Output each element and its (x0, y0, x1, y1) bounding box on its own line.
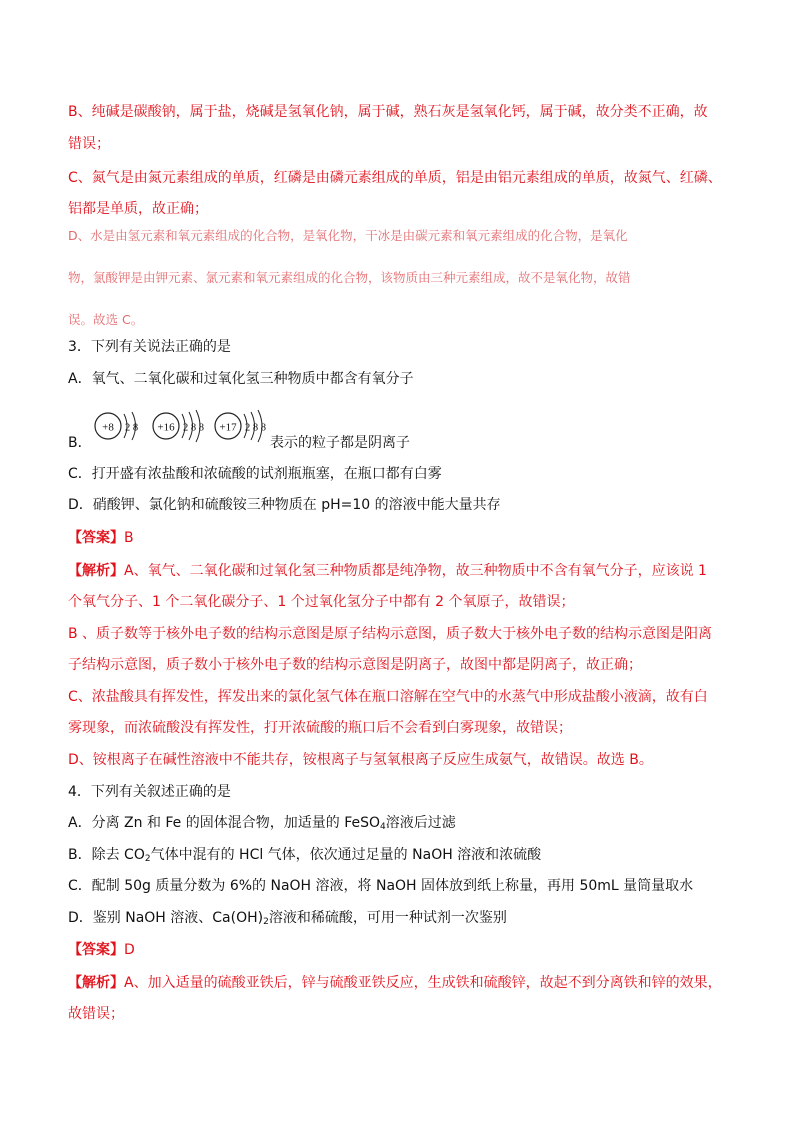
q4-option-a (68, 813, 738, 833)
atom-diagram-chlorine (215, 410, 266, 442)
q4-analysis-text-1: A、加入适量的硫酸亚铁后，锌与硫酸亚铁反应，生成铁和硫酸锌，故起不到分离铁和锌的效果， (124, 975, 722, 991)
q4-option-b-pre: B．除去 CO (68, 847, 145, 863)
q4-analysis-line-1 (68, 973, 738, 993)
q3-option-c: C．打开盛有浓盐酸和浓硫酸的试剂瓶瓶塞，在瓶口都有白雾 (68, 466, 442, 482)
analysis-b-line-1: B、纯碱是碳酸钠，属于盐，烧碱是氢氧化钠，属于碱，熟石灰是氢氧化钙，属于碱，故分类不正确，故 (68, 104, 708, 120)
q3-analysis-line-6: 雾现象，而浓硫酸没有挥发性，打开浓硫酸的瓶口后不会看到白雾现象，故错误； (68, 720, 572, 736)
q4-option-a-pre: A．分离 Zn 和 Fe 的固体混合物，加适量的 FeSO (68, 815, 380, 831)
atom-nucleus-2: +16 (157, 421, 175, 434)
q4-option-c: C．配制 50g 质量分数为 6%的 NaOH 溶液，将 NaOH 固体放到纸上称量，再用 50mL 量筒量取水 (68, 878, 694, 894)
atom-shells-2: 2 8 8 (183, 422, 204, 434)
q3-analysis-label: 【解析】 (68, 563, 124, 579)
q4-option-d-post: 溶液和稀硫酸，可用一种试剂一次鉴别 (268, 910, 507, 926)
q4-analysis-line-2: 故错误； (68, 1006, 124, 1022)
q3-answer (68, 528, 738, 548)
atom-nucleus-3: +17 (219, 421, 237, 434)
q4-option-b (68, 845, 738, 865)
q3-option-b-prefix: B． (68, 435, 92, 451)
q3-stem: 3．下列有关说法正确的是 (68, 339, 231, 355)
q3-answer-value: B (124, 530, 134, 546)
q4-option-a-sub: 4 (380, 822, 386, 832)
atom-structure-diagrams (92, 406, 282, 446)
q4-option-d-sub: 2 (263, 917, 269, 927)
q3-analysis-line-5: C、浓盐酸具有挥发性，挥发出来的氯化氢气体在瓶口溶解在空气中的水蒸气中形成盐酸小液滴，故有白 (68, 689, 708, 705)
q3-option-a: A．氧气、二氧化碳和过氧化氢三种物质中都含有氧分子 (68, 371, 414, 387)
q3-option-d (68, 495, 738, 515)
q4-stem: 4．下列有关叙述正确的是 (68, 784, 231, 800)
q4-option-a-post: 溶液后过滤 (385, 815, 456, 831)
q3-option-b-suffix: 表示的粒子都是阴离子 (270, 435, 410, 451)
analysis-c-line-2: 铝都是单质，故正确； (68, 201, 208, 217)
atom-nucleus-1: +8 (102, 421, 114, 434)
q3-analysis-line-3: B 、质子数等于核外电子数的结构示意图是原子结构示意图，质子数大于核外电子数的结构示意图是阳离 (68, 626, 713, 642)
analysis-d-line-1: D、水是由氢元素和氧元素组成的化合物，是氧化物，干冰是由碳元素和氧元素组成的化合物，是氧化 (68, 228, 628, 243)
atom-shells-1: 2 8 (125, 422, 139, 434)
q4-option-b-post: 气体中混有的 HCl 气体，依次通过足量的 NaOH 溶液和浓硫酸 (150, 847, 542, 863)
atom-diagram-sulfur (153, 410, 204, 442)
atom-diagram-svg (92, 406, 282, 446)
q3-analysis-line-4: 子结构示意图，质子数小于核外电子数的结构示意图是阴离子，故图中都是阴离子，故正确； (68, 657, 642, 673)
q4-answer (68, 940, 738, 960)
q4-option-d-pre: D．鉴别 NaOH 溶液、Ca(OH) (68, 910, 264, 926)
analysis-d-line-2: 物，氯酸钾是由钾元素、氯元素和氧元素组成的化合物，该物质由三种元素组成，故不是氧化物，故错 (68, 270, 631, 285)
q3-option-d-post: 的溶液中能大量共存 (370, 497, 501, 513)
analysis-c-line-1: C、氮气是由氮元素组成的单质，红磷是由磷元素组成的单质，铝是由铝元素组成的单质，故氮气、红磷、 (68, 170, 722, 186)
q3-analysis-line-1 (68, 561, 738, 581)
analysis-b-line-2: 错误； (68, 136, 110, 152)
q4-option-b-sub: 2 (144, 854, 151, 864)
analysis-d-line-3: 误。故选 C。 (68, 312, 144, 327)
atom-diagram-oxygen (95, 412, 138, 440)
q4-option-d (68, 908, 738, 928)
q3-answer-label: 【答案】 (68, 530, 124, 546)
q3-option-d-pre: D．硝酸钾、氯化钠和硫酸铵三种物质在 (68, 497, 322, 513)
q4-answer-value: D (124, 942, 135, 958)
q3-option-d-ph: pH=10 (321, 497, 371, 513)
q3-analysis-line-2: 个氧气分子、1 个二氧化碳分子、1 个过氧化氢分子中都有 2 个氧原子，故错误； (68, 594, 575, 610)
atom-shells-3: 2 8 8 (245, 422, 266, 434)
q4-answer-label: 【答案】 (68, 942, 124, 958)
q3-analysis-line-7: D、铵根离子在碱性溶液中不能共存，铵根离子与氢氧根离子反应生成氨气，故错误。故选 B。 (68, 752, 653, 768)
q4-analysis-label: 【解析】 (68, 975, 124, 991)
q3-analysis-text-1: A、氧气、二氧化碳和过氧化氢三种物质都是纯净物，故三种物质中不含有氧气分子，应该说 1 (124, 563, 707, 579)
